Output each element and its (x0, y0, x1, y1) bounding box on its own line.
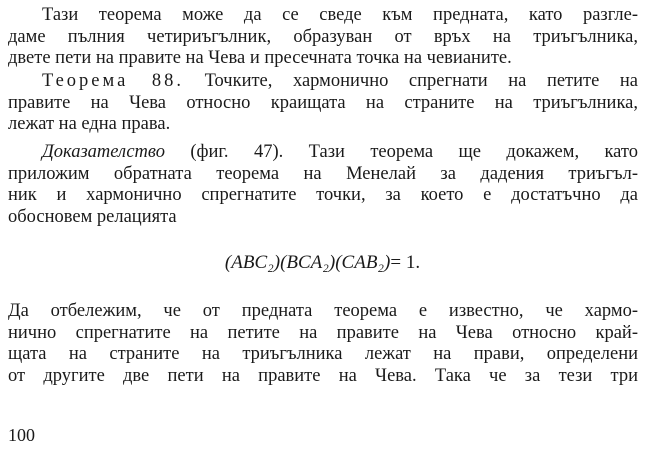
text-line: правите на Чева относно краищата на страните на триъгълника, (8, 92, 638, 113)
equation-rhs: = 1. (390, 252, 421, 273)
text-line: ник и хармонично спрегнатите точки, за което е достатъчно да (8, 185, 638, 205)
paragraph-proof (8, 142, 638, 228)
paragraph-theorem-intro (8, 5, 638, 70)
text-line: лежат на една права. (8, 114, 171, 134)
text-fragment: (фиг. 47). Тази теорема ще докажем, като (190, 142, 639, 162)
equation (0, 252, 645, 274)
text-line: Тази теорема може да се сведе към предната, като разгле- (42, 5, 638, 25)
text-line: Да отбележим, че от предната теорема е известно, че хармо- (8, 301, 638, 321)
text-line (8, 71, 638, 93)
page-number: 100 (8, 425, 35, 445)
text-line: щата на страните на триъгълника лежат на прави, определени (8, 344, 638, 364)
text-line: нично спрегнатите на петите на правите на Чева относно край- (8, 322, 638, 343)
text-line: даме пълния четириъгълник, образуван от връх на триъгълника, (8, 26, 638, 47)
text-line: от другите две пети на правите на Чева. Така че за тези три (8, 365, 638, 386)
paragraph-theorem-88 (8, 71, 638, 136)
theorem-label: Теорема 88. (42, 71, 185, 91)
proof-label: Доказателство (42, 142, 165, 162)
text-fragment: Точките, хармонично спрегнати на петите на (204, 71, 639, 91)
equation-lhs: (ABC₂)(BCA₂)(CAB₂) (224, 252, 391, 273)
text-line (8, 142, 638, 164)
text-line: приложим обратната теорема на Менелай за дадения триъгъл- (8, 163, 638, 184)
text-line: двете пети на правите на Чева и пресечната точка на чевианите. (8, 48, 512, 68)
text-line: обосновем релацията (8, 206, 177, 227)
paragraph-remark (8, 301, 638, 387)
